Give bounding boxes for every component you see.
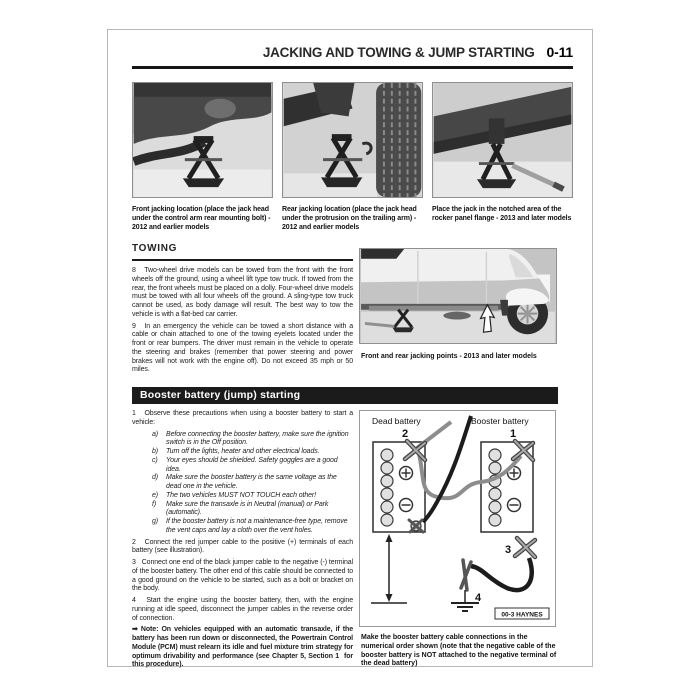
manual-page [107,29,593,667]
jacking-points-photo [359,248,557,344]
page-header [132,44,573,60]
page-title: JACKING AND TOWING & JUMP STARTING [262,45,535,60]
clamp-3-number: 3 [505,544,512,556]
list-item: c) Your eyes should be shielded. Safety goggles are a good idea. [152,456,338,473]
rocker-jack-photo [432,82,573,198]
booster-section-heading: Booster battery (jump) starting [132,387,558,404]
precaution-list [152,431,353,536]
booster-body [132,410,353,673]
note-arrow-icon: ➡ [132,626,138,634]
page-number: 0-11 [546,44,573,60]
front-jack-illustration [133,83,272,197]
towing-paragraph-8: 8 Two-wheel drive models can be towed from the front with the front wheels off the ground, using a wheel lift type tow truck. If towed from the rear, the front wheels must be placed on a dolly. Four-wheel drive models must be towed with all four wheels off the ground. A sling-type tow truck cannot be used, as body damage will result. The best way to tow the vehicle is with a flat-bed car carrier. [132,267,355,318]
rear-jack-caption: Rear jacking location (place the jack head under the protrusion on the trailing arm) - 2012 and earlier models [282,206,417,232]
dead-battery-label: Dead battery [372,416,421,426]
rear-jack-illustration [283,83,422,197]
towing-heading: TOWING [132,243,178,254]
towing-paragraph-9: 9 In an emergency the vehicle can be towed a short distance with a cable or chain attached to one of the towing eyelets located under the front or rear bumpers. The driver must remain in the vehicle to operate the steering and brakes (remember that power steering and power brakes will not work with the engine off). Do not exceed 35 mph or 50 miles. [132,322,355,374]
list-item: e) The two vehicles MUST NOT TOUCH each other! [152,491,317,499]
car-side-illustration [360,249,556,343]
towing-body [132,267,353,378]
header-rule [132,66,573,69]
haynes-badge: 00-3 HAYNES [501,611,543,619]
battery-diagram-illustration [359,410,556,627]
booster-battery-label: Booster battery [471,416,529,426]
rear-jack-photo [282,82,423,198]
jacking-points-caption: Front and rear jacking points - 2013 and later models [361,353,537,360]
photo-captions [132,205,573,232]
booster-paragraph-1: 1 Observe these precautions when using a booster battery to start a vehicle: [132,410,355,426]
clamp-4-number: 4 [475,592,482,604]
front-jack-caption: Front jacking location (place the jack head under the control arm rear mounting bolt) - 2012 and earlier models [132,206,271,232]
diagram-caption: Make the booster battery cable connections in the numerical order shown (note that the negative cable of the booster battery is NOT attached to the negative terminal of the dead battery) [361,634,557,668]
rocker-jack-illustration [433,83,572,197]
towing-rule [132,259,353,261]
photo-row [132,82,573,198]
clamp-2-number: 2 [402,428,409,440]
booster-paragraph-3: 3 Connect one end of the black jumper cable to the negative (-) terminal of the booster battery. The other end of this cable should be connected to a good ground on the vehicle to be started, such as a bolt or bracket on the body. [132,559,355,593]
list-item: f) Make sure the transaxle is in Neutral (manual) or Park (automatic). [152,500,329,517]
list-item: g) If the booster battery is not a maintenance-free type, remove the vent caps and lay a cloth over the vent holes. [152,518,348,534]
booster-paragraph-2: 2 Connect the red jumper cable to the positive (+) terminals of each battery (see illustration). [132,538,355,555]
booster-paragraph-4: 4 Start the engine using the booster battery, then, with the engine running at idle speed, disconnect the jumper cables in the reverse order of connection. [132,597,355,622]
front-jack-photo [132,82,273,198]
jump-start-diagram [359,410,556,627]
rocker-jack-caption: Place the jack in the notched area of the rocker panel flange - 2013 and later models [432,206,572,223]
clamp-1-number: 1 [510,428,517,440]
list-item: b) Turn off the lights, heater and other electrical loads. [152,448,320,455]
list-item: a) Before connecting the booster battery, make sure the ignition switch is in the Off position. [152,430,349,447]
note-paragraph: ➡ Note: On vehicles equipped with an automatic transaxle, if the battery has been run down or disconnected, the Powertrain Control Module (PCM) must relearn its idle and fuel mixture trim strategy for optimum drivability and performance (see Chapter 5, Section 1 for this procedure). [132,626,355,669]
list-item: d) Make sure the booster battery is the same voltage as the dead one in the vehicle. [152,474,337,490]
